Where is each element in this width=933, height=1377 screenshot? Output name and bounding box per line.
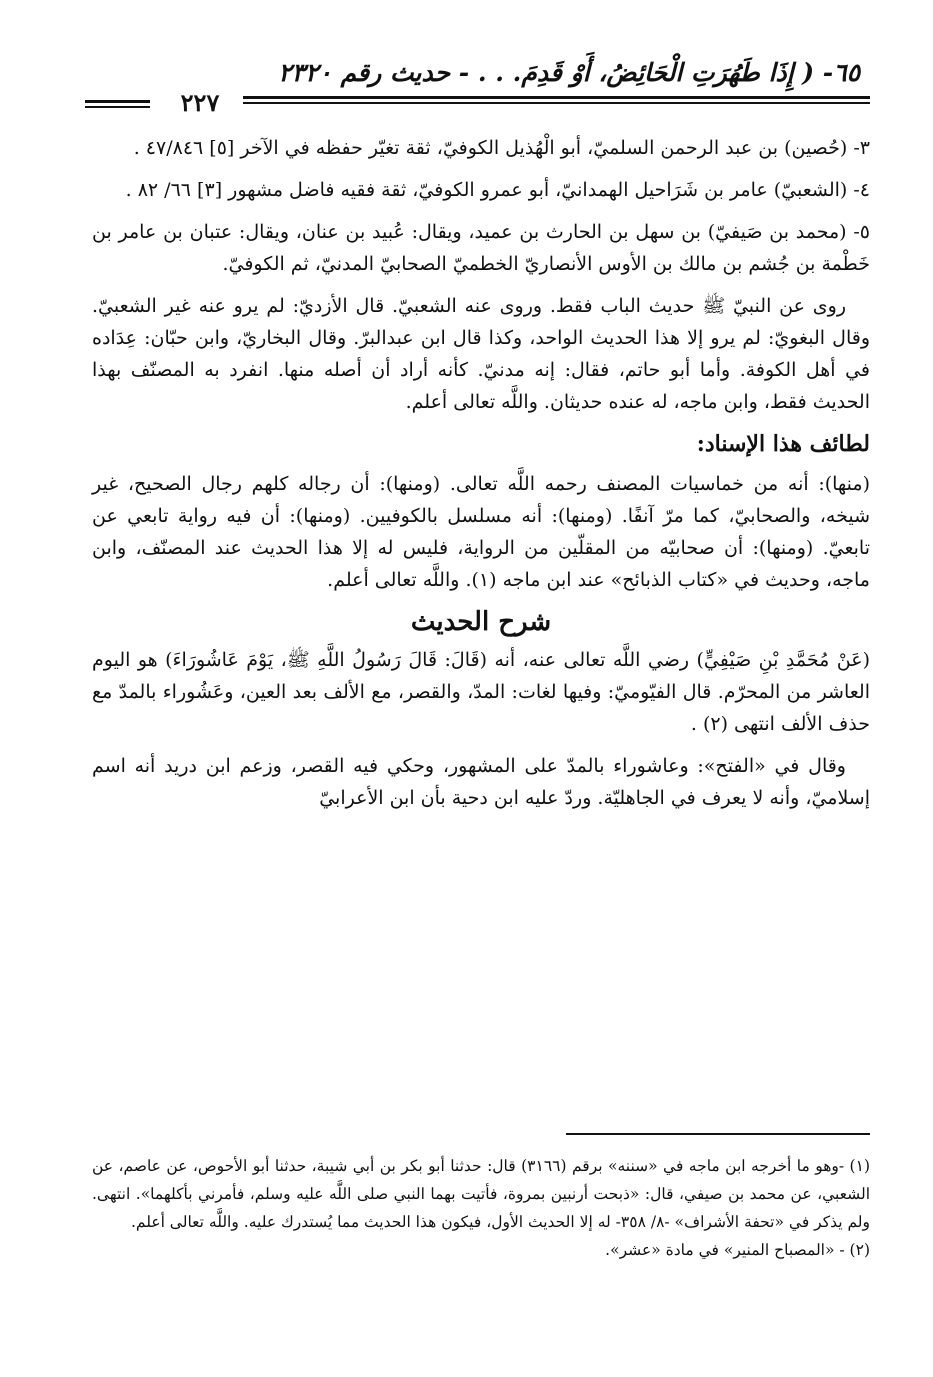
footnote-2: (٢) - «المصباح المنير» في مادة «عشر». xyxy=(605,1241,870,1259)
footnote-1: (١) -وهو ما أخرجه ابن ماجه في «سننه» برقم (٣١٦٦) قال: حدثنا أبو بكر بن أبي شيبة، حدثنا أبو الأحوص، عن عاصم، عن الشعبي، عن محمد بن صيفي، قال: «ذبحت أرنبين بمروة، فأتيت بهما النبي صلى اللَّه عليه وسلم، فأمرني بأكلهما». انتهى. ولم يذكر في «تحفة الأشراف» -٨/ ٣٥٨- له إلا الحديث الأول، فيكون هذا الحديث مما يُستدرك عليه. واللَّه تعالى أعلم. xyxy=(92,1157,870,1231)
header-rule xyxy=(243,96,870,99)
main-text xyxy=(92,132,870,824)
footnotes xyxy=(92,1152,870,1264)
narrator-4: ٤- (الشعبيّ) عامر بن شَرَاحيل الهمدانيّ، أبو عمرو الكوفيّ، ثقة فقيه فاضل مشهور [٣] ٦٦/ ٨٢ . xyxy=(125,179,870,201)
page-number-rule xyxy=(85,100,150,103)
footnote-separator xyxy=(566,1133,870,1135)
running-header-title: ٦٥- ( إِذَا طَهُرَتِ الْحَائِضُ، أَوْ قَدِمَ. . . - حديث رقم ٢٣٢٠ xyxy=(278,58,860,87)
narrator-5-details: روى عن النبيّ ﷺ حديث الباب فقط. وروى عنه الشعبيّ. قال الأزديّ: لم يرو عنه غير الشعبيّ. وقال البغويّ: لم يرو إلا هذا الحديث الواحد، وكذا قال ابن عبدالبرّ. وقال البخاريّ، وابن حبّان: عِدَاده في أهل الكوفة. وأما أبو حاتم، فقال: إنه مدنيّ. كأنه أراد أن أصله منها. انفرد به المصنّف بهذا الحديث فقط، وابن ماجه، له عنده حديثان. واللَّه تعالى أعلم. xyxy=(92,295,870,413)
page-number: ٢٢٧ xyxy=(180,88,220,117)
section-heading-lataif: لطائف هذا الإسناد: xyxy=(696,431,870,457)
sharh-paragraph-2: وقال في «الفتح»: وعاشوراء بالمدّ على المشهور، وحكي فيه القصر، وزعم ابن دريد أنه اسم إسلاميّ، وأنه لا يعرف في الجاهليّة. وردّ عليه ابن دحية بأن ابن الأعرابيّ xyxy=(92,755,870,809)
narrator-5: ٥- (محمد بن صَيفيّ) بن سهل بن الحارث بن عميد، ويقال: عُبيد بن عنان، ويقال: عتبان بن عامر بن خَطْمة بن جُشم بن مالك بن الأوس الأنصاريّ الخطميّ الصحابيّ المدنيّ، ثم الكوفيّ. xyxy=(92,221,870,275)
section-heading-sharh: شرح الحديث xyxy=(410,607,552,637)
sharh-paragraph-1: (عَنْ مُحَمَّدِ بْنِ صَيْفِيٍّ) رضي اللَّه تعالى عنه، أنه (قَالَ: قَالَ رَسُولُ اللَّهِ ﷺ، يَوْمَ عَاشُورَاءَ) هو اليوم العاشر من المحرّم. قال الفيّوميّ: وفيها لغات: المدّ، والقصر، مع الألف بعد العين، وعَشُوراء بالمدّ مع حذف الألف انتهى (٢) . xyxy=(92,649,870,735)
header-rule-secondary xyxy=(243,102,870,104)
lataif-text: (منها): أنه من خماسيات المصنف رحمه اللَّه تعالى. (ومنها): أن رجاله كلهم رجال الصحيح، غير شيخه، والصحابيّ، كما مرّ آنفًا. (ومنها): أنه مسلسل بالكوفيين. (ومنها): أن فيه رواية تابعي عن تابعيّ. (ومنها): أن صحابيّه من المقلّين من الرواية، فليس له إلا هذا الحديث عند المصنّف، وابن ماجه، وحديث في «كتاب الذبائح» عند ابن ماجه (١). واللَّه تعالى أعلم. xyxy=(92,473,870,591)
page-number-rule-secondary xyxy=(85,106,150,108)
narrator-3: ٣- (حُصين) بن عبد الرحمن السلميّ، أبو الْهُذيل الكوفيّ، ثقة تغيّر حفظه في الآخر [٥] ٤٧/٨٤٦ . xyxy=(133,137,870,159)
